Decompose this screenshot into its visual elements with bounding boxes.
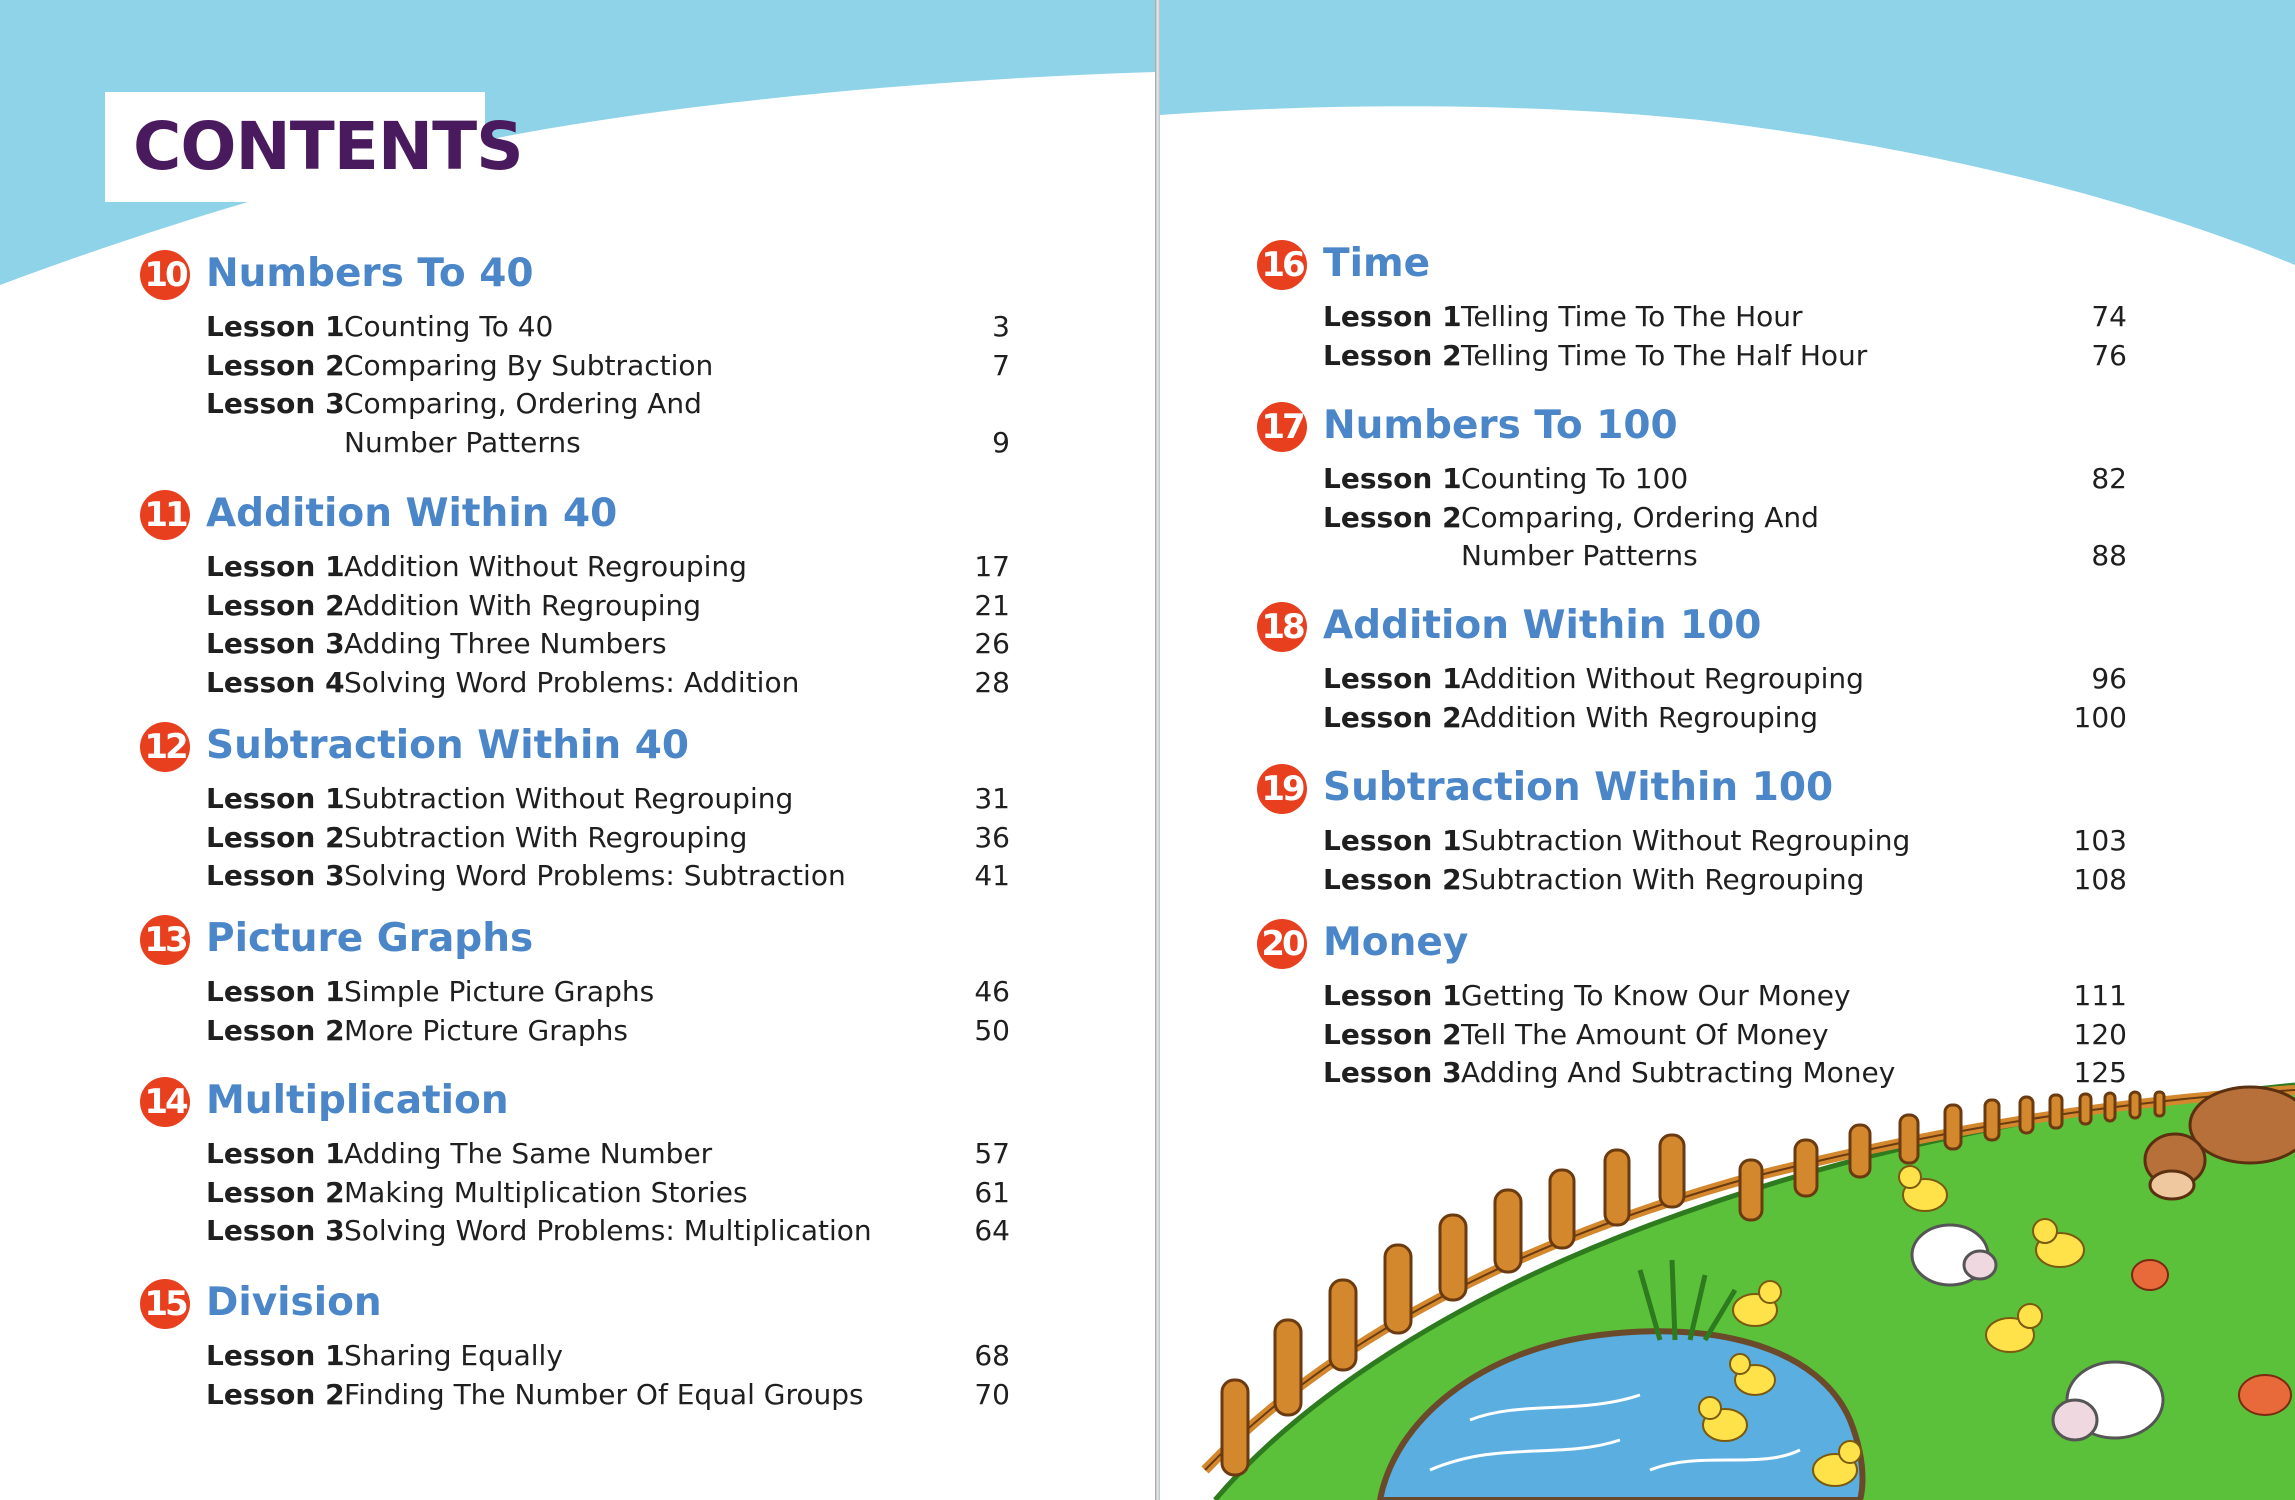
lesson-number: 2 — [325, 1377, 345, 1411]
lesson-row — [1257, 460, 2127, 499]
chapter-19 — [1257, 762, 2127, 899]
chapter-title: Addition Within 40 — [206, 491, 618, 536]
lesson-title: Tell The Amount Of Money — [1461, 1017, 1829, 1051]
chapter-title: Subtraction Within 40 — [206, 723, 690, 768]
lesson-row — [140, 664, 1010, 703]
lesson-page-number: 46 — [974, 975, 1010, 1008]
lesson-row — [140, 385, 1010, 462]
lesson-page-number: 100 — [2073, 700, 2127, 734]
lesson-label — [1323, 1016, 1462, 1055]
lesson-page-number: 31 — [974, 782, 1010, 815]
lesson-row — [1257, 1054, 2127, 1093]
lesson-number: 3 — [1442, 1056, 1462, 1089]
lesson-word: Lesson — [1323, 1056, 1433, 1089]
lesson-page-number: 41 — [974, 859, 1010, 892]
lesson-title: Solving Word Problems: Addition — [344, 665, 800, 699]
lesson-label — [1323, 660, 1462, 699]
lesson-title: Addition Without Regrouping — [1461, 662, 1864, 695]
lesson-number: 1 — [1442, 662, 1462, 695]
lesson-word: Lesson — [206, 387, 316, 420]
lesson-page-number: 26 — [974, 627, 1010, 660]
lesson-title: Telling Time To The Hour — [1461, 300, 1803, 333]
lesson-label — [206, 1376, 345, 1415]
lesson-label — [206, 664, 345, 703]
lesson-row — [140, 548, 1010, 587]
lesson-row — [140, 1174, 1010, 1213]
chapter-heading — [140, 1277, 1010, 1337]
lesson-page-number: 103 — [2073, 824, 2127, 857]
chapter-title: Addition Within 100 — [1323, 603, 1762, 648]
lesson-title: Solving Word Problems: Subtraction — [344, 859, 846, 892]
lesson-title: Subtraction With Regrouping — [1461, 862, 1865, 896]
chapter-title: Numbers To 40 — [206, 251, 534, 296]
lesson-word: Lesson — [1323, 862, 1433, 896]
lesson-title: Solving Word Problems: Multiplication — [344, 1214, 872, 1247]
lesson-page-number: 68 — [974, 1339, 1010, 1372]
lesson-word: Lesson — [206, 665, 316, 699]
lesson-word: Lesson — [1323, 338, 1433, 372]
chapter-16 — [1257, 238, 2127, 375]
lesson-word: Lesson — [1323, 662, 1433, 695]
lesson-label — [206, 308, 345, 347]
lesson-label — [1323, 460, 1462, 499]
chapter-title: Subtraction Within 100 — [1323, 765, 1834, 810]
lesson-row — [1257, 861, 2127, 900]
lesson-page-number: 64 — [974, 1214, 1010, 1247]
lesson-title: Adding Three Numbers — [344, 627, 667, 660]
lesson-row — [140, 973, 1010, 1012]
lesson-word: Lesson — [206, 1339, 316, 1372]
lesson-label — [206, 625, 345, 664]
chapter-title: Numbers To 100 — [1323, 403, 1678, 448]
lesson-word: Lesson — [206, 588, 316, 622]
lesson-number: 3 — [325, 1214, 345, 1247]
chapter-heading — [1257, 238, 2127, 298]
chapter-15 — [140, 1277, 1010, 1414]
lesson-title: Simple Picture Graphs — [344, 975, 655, 1008]
lesson-label — [1323, 1054, 1462, 1093]
right-sky-band — [1160, 0, 2295, 265]
lesson-word: Lesson — [206, 975, 316, 1008]
lesson-row — [140, 1337, 1010, 1376]
lesson-label — [206, 1012, 345, 1051]
chapter-14 — [140, 1075, 1010, 1251]
lesson-label — [206, 385, 345, 424]
lesson-label — [206, 857, 345, 896]
lesson-word: Lesson — [206, 550, 316, 583]
chapter-title: Division — [206, 1280, 382, 1325]
chapter-13 — [140, 913, 1010, 1050]
lesson-label — [1323, 499, 1462, 538]
lesson-row — [140, 587, 1010, 626]
chapter-title: Multiplication — [206, 1078, 509, 1123]
lesson-label — [206, 548, 345, 587]
lesson-title: Counting To 40 — [344, 310, 554, 343]
lesson-word: Lesson — [206, 1214, 316, 1247]
chapter-number-badge: 15 — [140, 1279, 190, 1329]
lesson-number: 2 — [325, 1175, 345, 1209]
lesson-row — [140, 308, 1010, 347]
chapter-number-badge: 18 — [1257, 602, 1307, 652]
lesson-number: 2 — [325, 348, 345, 382]
lesson-label — [1323, 298, 1462, 337]
lesson-page-number: 7 — [992, 348, 1010, 382]
lesson-page-number: 3 — [992, 310, 1010, 343]
lesson-word: Lesson — [1323, 500, 1433, 534]
lesson-title: Addition Without Regrouping — [344, 550, 747, 583]
lesson-label — [206, 1135, 345, 1174]
chapter-heading — [140, 488, 1010, 548]
lesson-label — [1323, 861, 1462, 900]
lesson-row — [140, 1135, 1010, 1174]
lesson-number: 1 — [325, 310, 345, 343]
lesson-number: 1 — [325, 1339, 345, 1372]
page-title: CONTENTS — [133, 108, 523, 185]
lesson-title: Getting To Know Our Money — [1461, 979, 1851, 1012]
lesson-number: 2 — [325, 820, 345, 854]
chapter-number-badge: 14 — [140, 1077, 190, 1127]
lesson-label — [206, 1212, 345, 1251]
lesson-word: Lesson — [206, 1137, 316, 1170]
lesson-title: Telling Time To The Half Hour — [1461, 338, 1868, 372]
lesson-title: Subtraction Without Regrouping — [344, 782, 794, 815]
lesson-number: 1 — [325, 975, 345, 1008]
lesson-number: 2 — [1442, 862, 1462, 896]
lesson-page-number: 120 — [2073, 1017, 2127, 1051]
lesson-word: Lesson — [1323, 824, 1433, 857]
lesson-number: 1 — [325, 1137, 345, 1170]
lesson-word: Lesson — [206, 1175, 316, 1209]
lesson-page-number: 9 — [992, 425, 1010, 459]
lesson-row — [1257, 822, 2127, 861]
lesson-row — [140, 1012, 1010, 1051]
chapter-heading — [140, 720, 1010, 780]
lesson-page-number: 57 — [974, 1137, 1010, 1170]
lesson-page-number: 125 — [2073, 1056, 2127, 1089]
lesson-label — [1323, 337, 1462, 376]
lesson-word: Lesson — [1323, 700, 1433, 734]
lesson-row — [140, 780, 1010, 819]
lesson-title: More Picture Graphs — [344, 1013, 628, 1047]
lesson-title: Finding The Number Of Equal Groups — [344, 1377, 864, 1411]
lesson-number: 2 — [325, 1013, 345, 1047]
chapter-17 — [1257, 400, 2127, 576]
lesson-word: Lesson — [1323, 979, 1433, 1012]
lesson-word: Lesson — [206, 310, 316, 343]
lesson-label — [206, 587, 345, 626]
lesson-number: 4 — [325, 665, 345, 699]
chapter-title: Time — [1323, 241, 1431, 286]
lesson-number: 2 — [1442, 500, 1462, 534]
lesson-page-number: 50 — [974, 1013, 1010, 1047]
lesson-page-number: 28 — [974, 665, 1010, 699]
lesson-row — [1257, 660, 2127, 699]
lesson-row — [1257, 337, 2127, 376]
lesson-word: Lesson — [1323, 300, 1433, 333]
lesson-page-number: 74 — [2091, 300, 2127, 333]
lesson-title: Sharing Equally — [344, 1339, 563, 1372]
chapter-number-badge: 12 — [140, 722, 190, 772]
lesson-word: Lesson — [1323, 1017, 1433, 1051]
lesson-title: Making Multiplication Stories — [344, 1175, 748, 1209]
chapter-number-badge: 20 — [1257, 919, 1307, 969]
lesson-number: 1 — [1442, 300, 1462, 333]
lesson-row — [140, 857, 1010, 896]
lesson-title: Addition With Regrouping — [1461, 700, 1819, 734]
chapter-heading — [1257, 917, 2127, 977]
lesson-title: Counting To 100 — [1461, 462, 1689, 495]
lesson-number: 3 — [325, 627, 345, 660]
lesson-title: Comparing, Ordering And Number Patterns — [1461, 500, 1819, 572]
lesson-word: Lesson — [206, 859, 316, 892]
lesson-row — [140, 819, 1010, 858]
lesson-row — [140, 1212, 1010, 1251]
lesson-label — [1323, 699, 1462, 738]
chapter-number-badge: 17 — [1257, 402, 1307, 452]
lesson-title: Adding The Same Number — [344, 1137, 713, 1170]
lesson-label — [1323, 977, 1462, 1016]
lesson-number: 3 — [325, 387, 345, 420]
chapter-number-badge: 19 — [1257, 764, 1307, 814]
lesson-page-number: 36 — [974, 820, 1010, 854]
lesson-word: Lesson — [206, 1013, 316, 1047]
lesson-title: Adding And Subtracting Money — [1461, 1056, 1896, 1089]
lesson-row — [1257, 1016, 2127, 1055]
chapter-heading — [140, 248, 1010, 308]
lesson-page-number: 82 — [2091, 462, 2127, 495]
chapter-title: Picture Graphs — [206, 916, 534, 961]
chapter-20 — [1257, 917, 2127, 1093]
chapter-10 — [140, 248, 1010, 462]
lesson-label — [206, 1337, 345, 1376]
lesson-page-number: 111 — [2073, 979, 2127, 1012]
lesson-word: Lesson — [206, 348, 316, 382]
lesson-title: Comparing By Subtraction — [344, 348, 714, 382]
lesson-label — [206, 347, 345, 386]
lesson-word: Lesson — [1323, 462, 1433, 495]
chapter-heading — [140, 913, 1010, 973]
lesson-number: 1 — [1442, 979, 1462, 1012]
lesson-page-number: 61 — [974, 1175, 1010, 1209]
lesson-number: 2 — [325, 588, 345, 622]
lesson-page-number: 70 — [974, 1377, 1010, 1411]
chapter-title: Money — [1323, 920, 1469, 965]
lesson-label — [206, 780, 345, 819]
lesson-row — [140, 1376, 1010, 1415]
lesson-number: 2 — [1442, 1017, 1462, 1051]
chapter-heading — [140, 1075, 1010, 1135]
lesson-number: 2 — [1442, 700, 1462, 734]
lesson-row — [1257, 699, 2127, 738]
lesson-number: 1 — [325, 782, 345, 815]
lesson-title: Subtraction Without Regrouping — [1461, 824, 1911, 857]
lesson-label — [206, 973, 345, 1012]
lesson-number: 2 — [1442, 338, 1462, 372]
lesson-number: 1 — [1442, 462, 1462, 495]
lesson-number: 1 — [1442, 824, 1462, 857]
lesson-page-number: 88 — [2091, 539, 2127, 572]
lesson-row — [140, 347, 1010, 386]
lesson-word: Lesson — [206, 820, 316, 854]
lesson-page-number: 17 — [974, 550, 1010, 583]
chapter-heading — [1257, 762, 2127, 822]
lesson-word: Lesson — [206, 1377, 316, 1411]
chapter-number-badge: 16 — [1257, 240, 1307, 290]
lesson-label — [206, 1174, 345, 1213]
chapter-heading — [1257, 600, 2127, 660]
lesson-title: Subtraction With Regrouping — [344, 820, 748, 854]
chapter-11 — [140, 488, 1010, 702]
chapter-number-badge: 13 — [140, 915, 190, 965]
lesson-number: 3 — [325, 859, 345, 892]
lesson-label — [1323, 822, 1462, 861]
lesson-page-number: 108 — [2073, 862, 2127, 896]
lesson-word: Lesson — [206, 782, 316, 815]
lesson-page-number: 96 — [2091, 662, 2127, 695]
chapter-12 — [140, 720, 1010, 896]
lesson-word: Lesson — [206, 627, 316, 660]
chapter-number-badge: 10 — [140, 250, 190, 300]
lesson-title: Addition With Regrouping — [344, 588, 702, 622]
lesson-row — [1257, 977, 2127, 1016]
lesson-row — [1257, 499, 2127, 576]
lesson-page-number: 21 — [974, 588, 1010, 622]
lesson-number: 1 — [325, 550, 345, 583]
chapter-heading — [1257, 400, 2127, 460]
chapter-number-badge: 11 — [140, 490, 190, 540]
lesson-page-number: 76 — [2091, 338, 2127, 372]
lesson-title: Comparing, Ordering And Number Patterns — [344, 387, 702, 459]
chapter-18 — [1257, 600, 2127, 737]
book-gutter — [1155, 0, 1160, 1500]
lesson-row — [1257, 298, 2127, 337]
lesson-label — [206, 819, 345, 858]
lesson-row — [140, 625, 1010, 664]
